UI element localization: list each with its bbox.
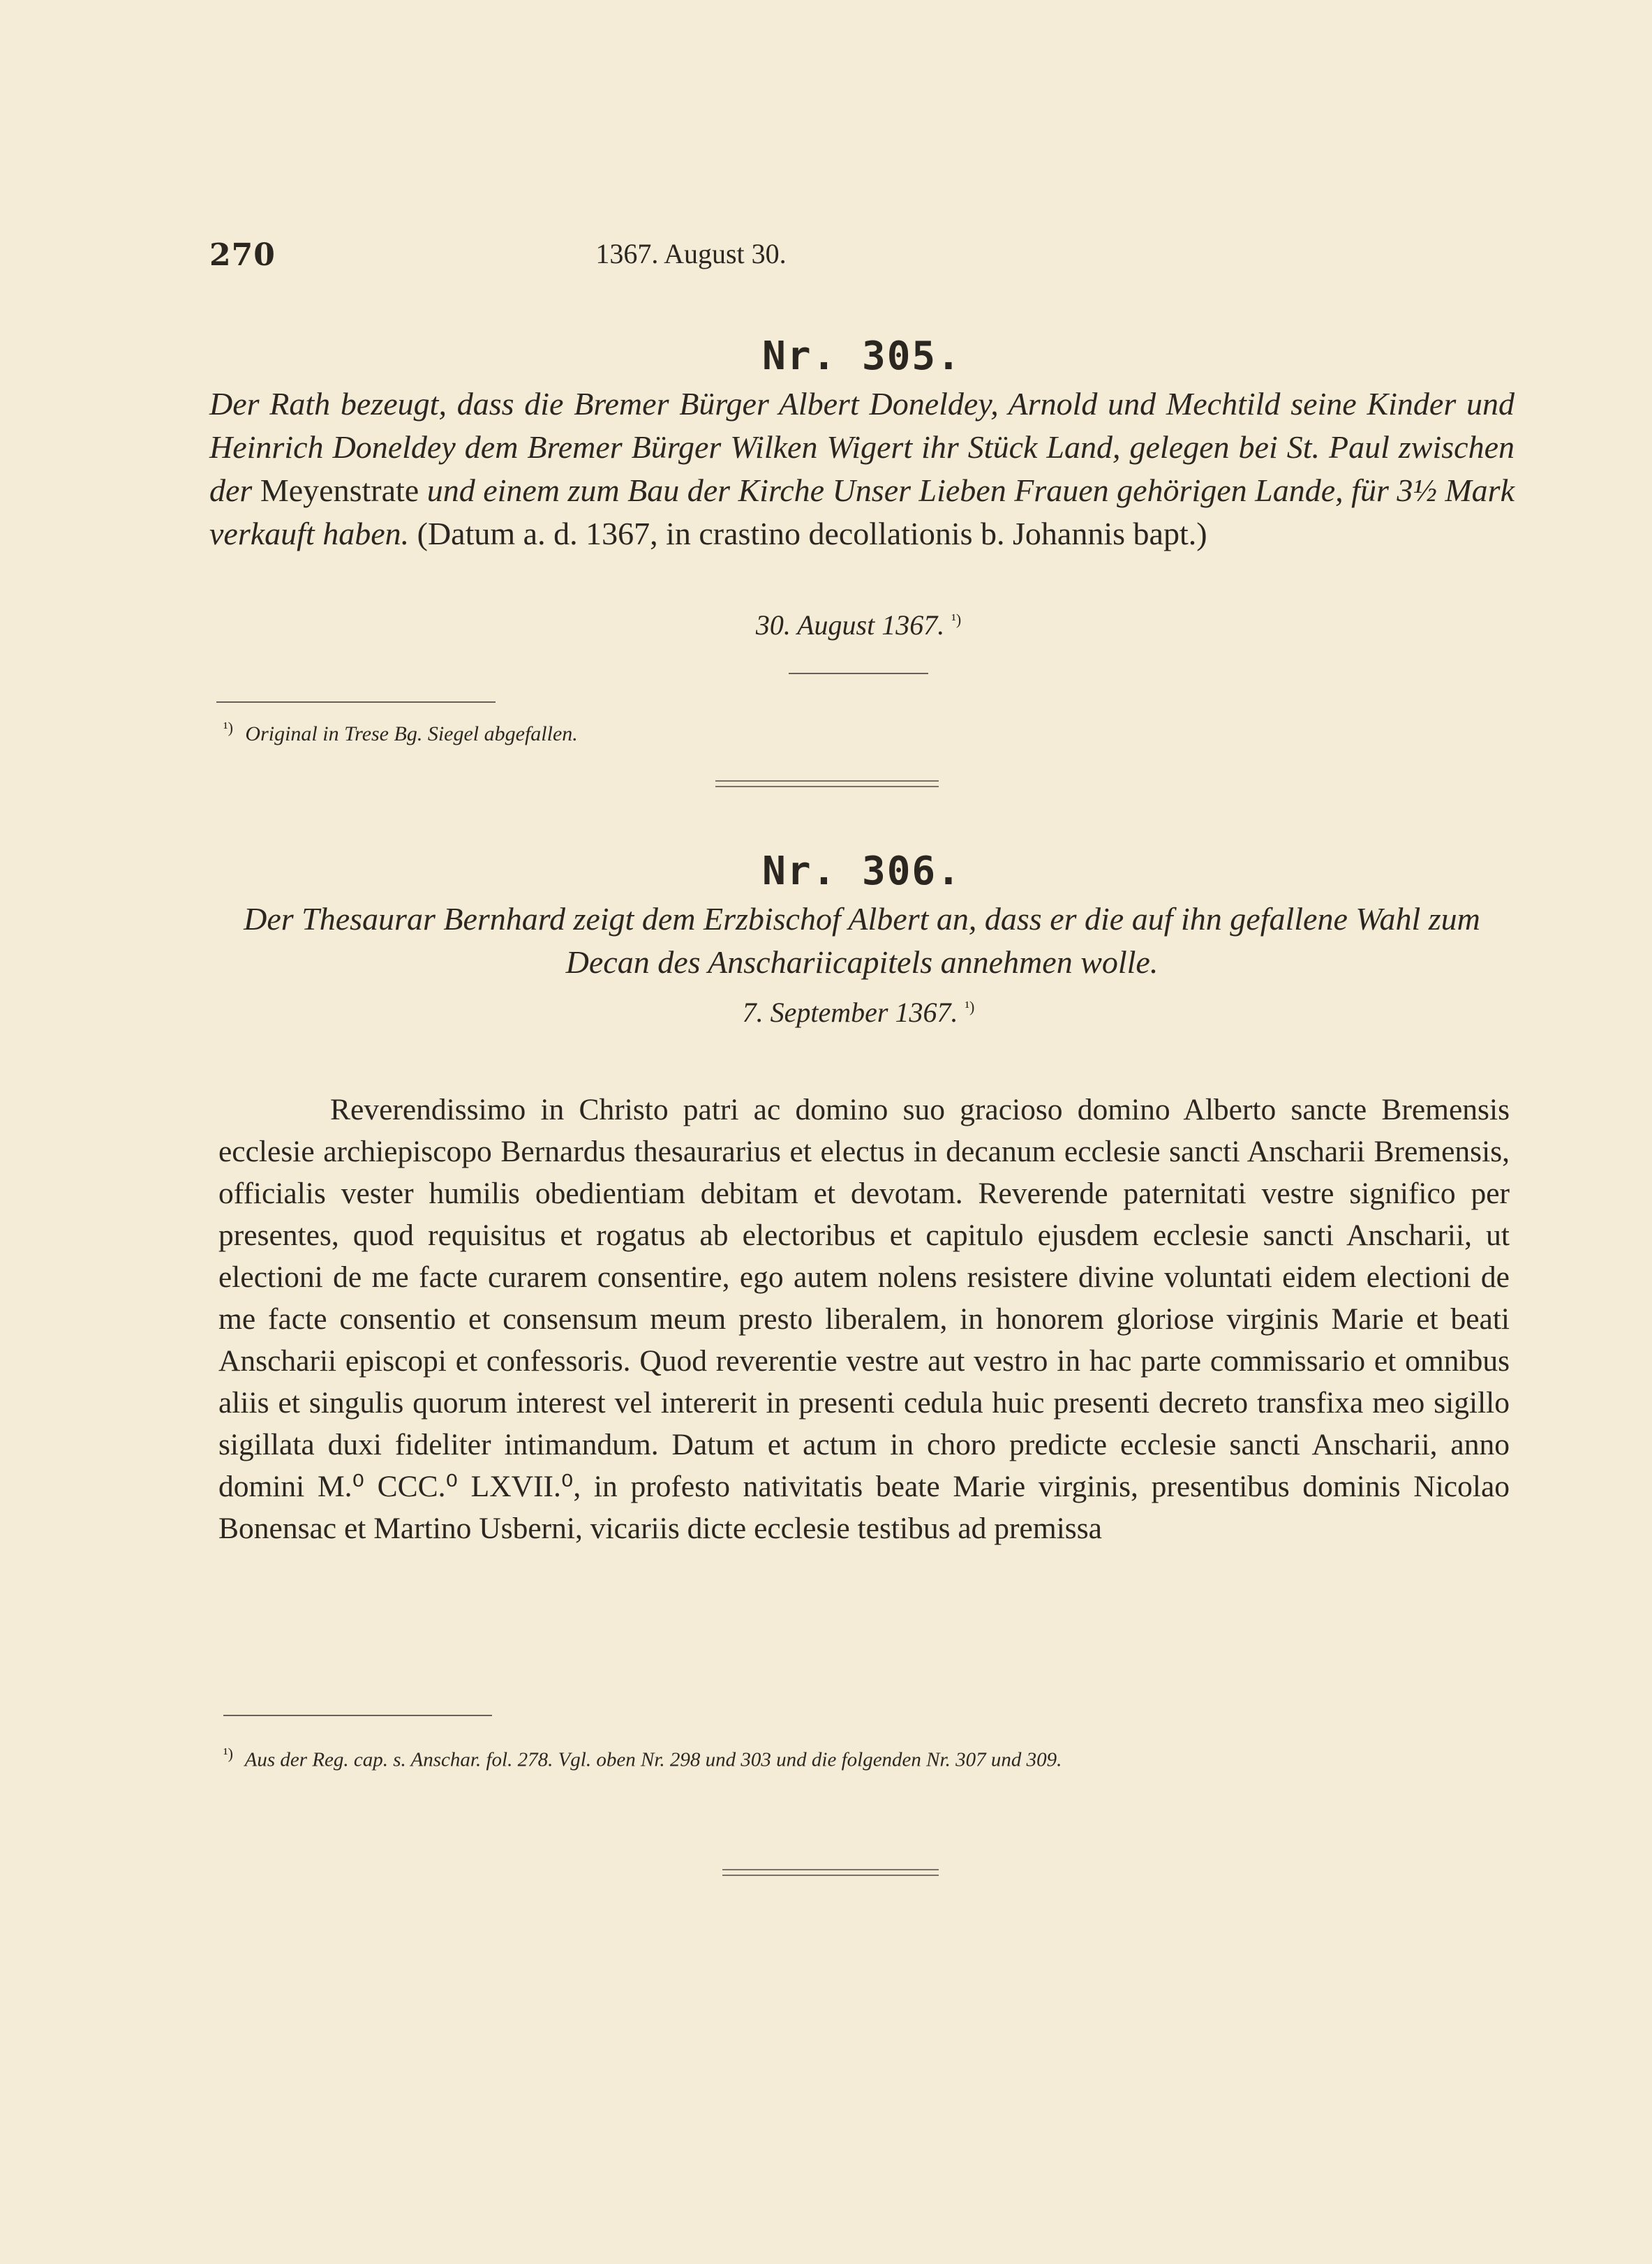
doc-306-footnote-mark: ¹) <box>223 1745 233 1762</box>
doc-306-number: Nr. 306. <box>762 849 962 894</box>
doc-305-end-rule <box>789 673 928 674</box>
doc-306-footnote-text: Aus der Reg. cap. s. Anschar. fol. 278. Vgl. oben Nr. 298 und 303 und die folgenden Nr. 307 und 309. <box>244 1748 1062 1771</box>
doc-305-regest-street: Meyenstrate <box>260 472 419 508</box>
doc-305-date <box>209 609 1515 641</box>
doc-305-number: Nr. 305. <box>762 334 962 379</box>
doc-306-footnote <box>223 1745 1062 1772</box>
page-number: 270 <box>209 237 276 273</box>
doc-305-footnote-rule <box>216 701 496 703</box>
doc-306-regest: Der Thesaurar Bernhard zeigt dem Erzbischof Albert an, dass er die auf ihn gefallene Wahl zum Decan des Anschariicapitels annehmen wolle. <box>244 901 1480 980</box>
section-divider <box>715 780 939 787</box>
doc-305-footnote <box>223 719 578 746</box>
doc-305-regest-datum: (Datum a. d. 1367, in crastino decollationis b. Johannis bapt.) <box>417 516 1207 551</box>
doc-305-date-footnote-ref: ¹) <box>951 610 962 628</box>
page-end-divider <box>722 1869 939 1876</box>
doc-305-regest <box>209 382 1515 556</box>
doc-306-text: Reverendissimo in Christo patri ac domino suo gracioso domino Alberto sancte Bremensis ecclesie archiepiscopo Bernardus thesaurarius et electus in decanum ecclesie sancti Anscharii Bremensis, officialis vester humilis obedientiam debitam et devotam. Reverende paternitati vestre significo per presentes, quod requisitus et rogatus ab electoribus et capitulo ejusdem ecclesie sancti Anscharii, ut electioni de me facte curarem consentire, ego autem nolens resistere divine voluntati eidem electioni de me facte consentio et consensum meum presto liberalem, in honorem gloriose virginis Marie et beati Anscharii episcopi et confessoris. Quod reverentie vestre aut vestro in hac parte commissario et omnibus aliis et singulis quorum interest vel intererit in presenti cedula huic presenti decreto transfixa meo sigillo sigillata duxi fideliter intimandum. Datum et actum in choro predicte ecclesie sancti Anscharii, anno domini M.⁰ CCC.⁰ LXVII.⁰, in profesto nativitatis beate Marie virginis, presentibus dominis Nicolao Bonensac et Martino Usberni, vicariis dicte ecclesie testibus ad premissa <box>218 1093 1510 1545</box>
doc-305-date-text: 30. August 1367. <box>755 609 945 641</box>
doc-306-date-footnote-ref: ¹) <box>965 997 975 1015</box>
doc-306-footnote-rule <box>223 1715 492 1716</box>
doc-306-date <box>209 996 1515 1029</box>
doc-305-regest-text-1: Der Rath bezeugt, dass die Bremer Bürger Albert Doneldey, Arnold und Mechtild seine Kinder und Heinrich Doneldey dem Bremer Bürger Wilken Wigert ihr Stück Land, gelegen bei St. Paul zwischen der <box>209 386 1515 508</box>
doc-305-regest-text-2: und einem zum Bau der Kirche Unser Lieben Frauen gehörigen Lande, für 3½ Mark verkauft haben. <box>209 472 1515 551</box>
running-head <box>209 237 1515 279</box>
doc-306-date-text: 7. September 1367. <box>742 997 958 1028</box>
running-head-date: 1367. August 30. <box>595 238 787 269</box>
doc-305-footnote-text: Original in Trese Bg. Siegel abgefallen. <box>245 722 578 745</box>
doc-305-footnote-mark: ¹) <box>223 719 233 736</box>
